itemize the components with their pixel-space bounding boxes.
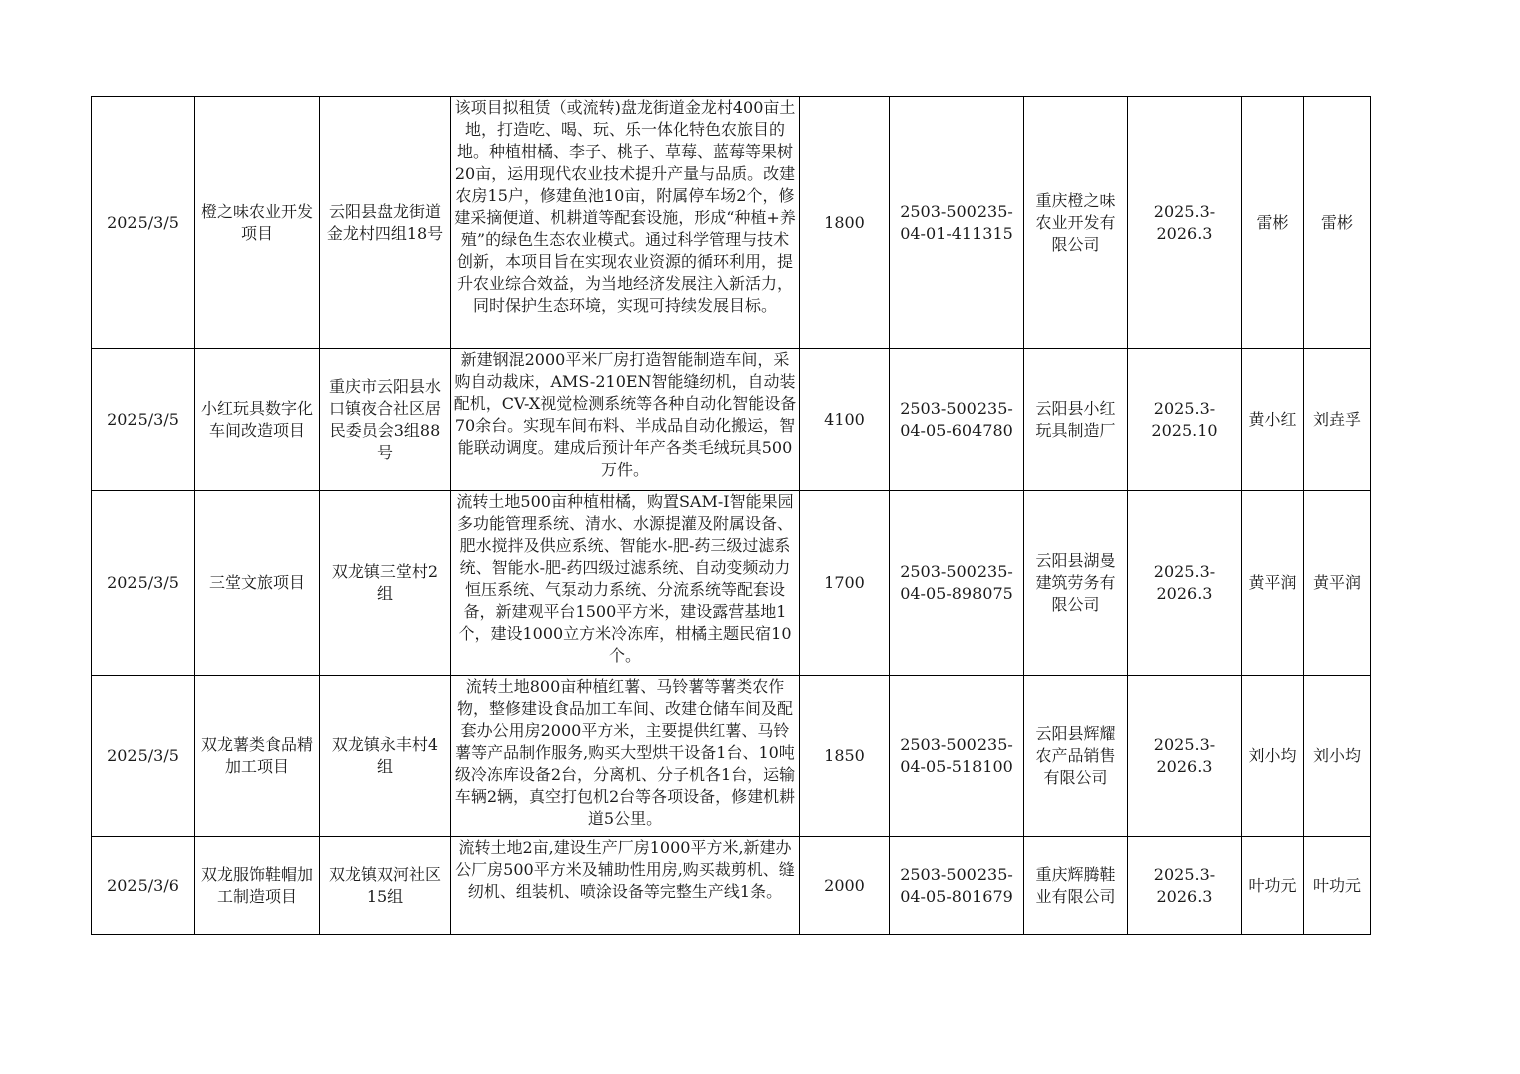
description-text: 新建钢混2000平米厂房打造智能制造车间，采购自动裁床，AMS-210EN智能缝纫机，自动装配机，CV-X视觉检测系统等各种自动化智能设备70余台。实现车间布料、半成品自动化搬运，智能联动调度。建成后预计年产各类毛绒玩具500万件。: [453, 350, 797, 479]
description-text: 该项目拟租赁（或流转)盘龙街道金龙村400亩土地，打造吃、喝、玩、乐一体化特色农旅目的地。种植柑橘、李子、桃子、草莓、蓝莓等果树20亩，运用现代农业技术提升产量与品质。改建农房15户，修建鱼池10亩，附属停车场2个，修建采摘便道、机耕道等配套设施，形成“种植+养殖”的绿色生态农业模式。通过科学管理与技术创新，本项目旨在实现农业资源的循环利用，提升农业综合效益，为当地经济发展注入新活力，同时保护生态环境，实现可持续发展目标。: [454, 98, 796, 315]
project-name-cell: 橙之味农业开发项目: [195, 97, 320, 349]
company-cell: 云阳县小红玩具制造厂: [1024, 349, 1128, 491]
project-table: [91, 96, 1371, 935]
project-code-cell: 2503-500235-04-05-898075: [890, 491, 1024, 676]
location-cell: 双龙镇永丰村4组: [320, 676, 451, 837]
location-cell: 双龙镇双河社区15组: [320, 837, 451, 935]
company-cell: 云阳县湖曼建筑劳务有限公司: [1024, 491, 1128, 676]
period-cell: 2025.3-2026.3: [1128, 837, 1242, 935]
company-cell: 云阳县辉耀农产品销售有限公司: [1024, 676, 1128, 837]
description-cell: [451, 837, 800, 935]
investment-cell: 1800: [800, 97, 890, 349]
company-cell: 重庆橙之味农业开发有限公司: [1024, 97, 1128, 349]
table-row: [92, 97, 1371, 349]
contact-person-cell: 刘垚孚: [1304, 349, 1371, 491]
project-code-cell: 2503-500235-04-05-604780: [890, 349, 1024, 491]
description-cell: [451, 349, 800, 491]
description-cell: [451, 676, 800, 837]
period-cell: 2025.3-2026.3: [1128, 676, 1242, 837]
description-text: 流转土地800亩种植红薯、马铃薯等薯类农作物，整修建设食品加工车间、改建仓储车间及配套办公用房2000平方米，主要提供红薯、马铃薯等产品制作服务,购买大型烘干设备1台、10吨级冷冻库设备2台，分离机、分子机各1台，运输车辆2辆，真空打包机2台等各项设备，修建机耕道5公里。: [454, 677, 796, 828]
investment-cell: 4100: [800, 349, 890, 491]
project-name-cell: 双龙服饰鞋帽加工制造项目: [195, 837, 320, 935]
project-name-cell: 双龙薯类食品精加工项目: [195, 676, 320, 837]
date-cell: 2025/3/5: [92, 676, 195, 837]
investment-cell: 1850: [800, 676, 890, 837]
description-cell: [451, 491, 800, 676]
contact-person-cell: 刘小均: [1304, 676, 1371, 837]
date-cell: 2025/3/6: [92, 837, 195, 935]
date-cell: 2025/3/5: [92, 349, 195, 491]
description-text: 流转土地500亩种植柑橘，购置SAM-I智能果园多功能管理系统、清水、水源提灌及附属设备、肥水搅拌及供应系统、智能水-肥-药三级过滤系统、智能水-肥-药四级过滤系统、自动变频动力恒压系统、气泵动力系统、分流系统等配套设备，新建观平台1500平方米，建设露营基地1个，建设1000立方米冷冻库，柑橘主题民宿10个。: [456, 492, 794, 665]
investment-cell: 1700: [800, 491, 890, 676]
table-row: [92, 837, 1371, 935]
description-cell: [451, 97, 800, 349]
table-row: [92, 491, 1371, 676]
period-cell: 2025.3-2026.3: [1128, 97, 1242, 349]
location-cell: 重庆市云阳县水口镇夜合社区居民委员会3组88号: [320, 349, 451, 491]
project-code-cell: 2503-500235-04-05-801679: [890, 837, 1024, 935]
date-cell: 2025/3/5: [92, 97, 195, 349]
project-name-cell: 三堂文旅项目: [195, 491, 320, 676]
project-code-cell: 2503-500235-04-01-411315: [890, 97, 1024, 349]
legal-person-cell: 刘小均: [1242, 676, 1304, 837]
contact-person-cell: 黄平润: [1304, 491, 1371, 676]
table-row: [92, 349, 1371, 491]
period-cell: 2025.3-2025.10: [1128, 349, 1242, 491]
location-cell: 双龙镇三堂村2组: [320, 491, 451, 676]
project-code-cell: 2503-500235-04-05-518100: [890, 676, 1024, 837]
description-text: 流转土地2亩,建设生产厂房1000平方米,新建办公厂房500平方米及辅助性用房,购买裁剪机、缝纫机、组装机、喷涂设备等完整生产线1条。: [455, 838, 795, 901]
date-cell: 2025/3/5: [92, 491, 195, 676]
contact-person-cell: 雷彬: [1304, 97, 1371, 349]
legal-person-cell: 雷彬: [1242, 97, 1304, 349]
location-cell: 云阳县盘龙街道金龙村四组18号: [320, 97, 451, 349]
period-cell: 2025.3-2026.3: [1128, 491, 1242, 676]
legal-person-cell: 叶功元: [1242, 837, 1304, 935]
company-cell: 重庆辉腾鞋业有限公司: [1024, 837, 1128, 935]
table-row: [92, 676, 1371, 837]
contact-person-cell: 叶功元: [1304, 837, 1371, 935]
legal-person-cell: 黄小红: [1242, 349, 1304, 491]
legal-person-cell: 黄平润: [1242, 491, 1304, 676]
project-name-cell: 小红玩具数字化车间改造项目: [195, 349, 320, 491]
investment-cell: 2000: [800, 837, 890, 935]
